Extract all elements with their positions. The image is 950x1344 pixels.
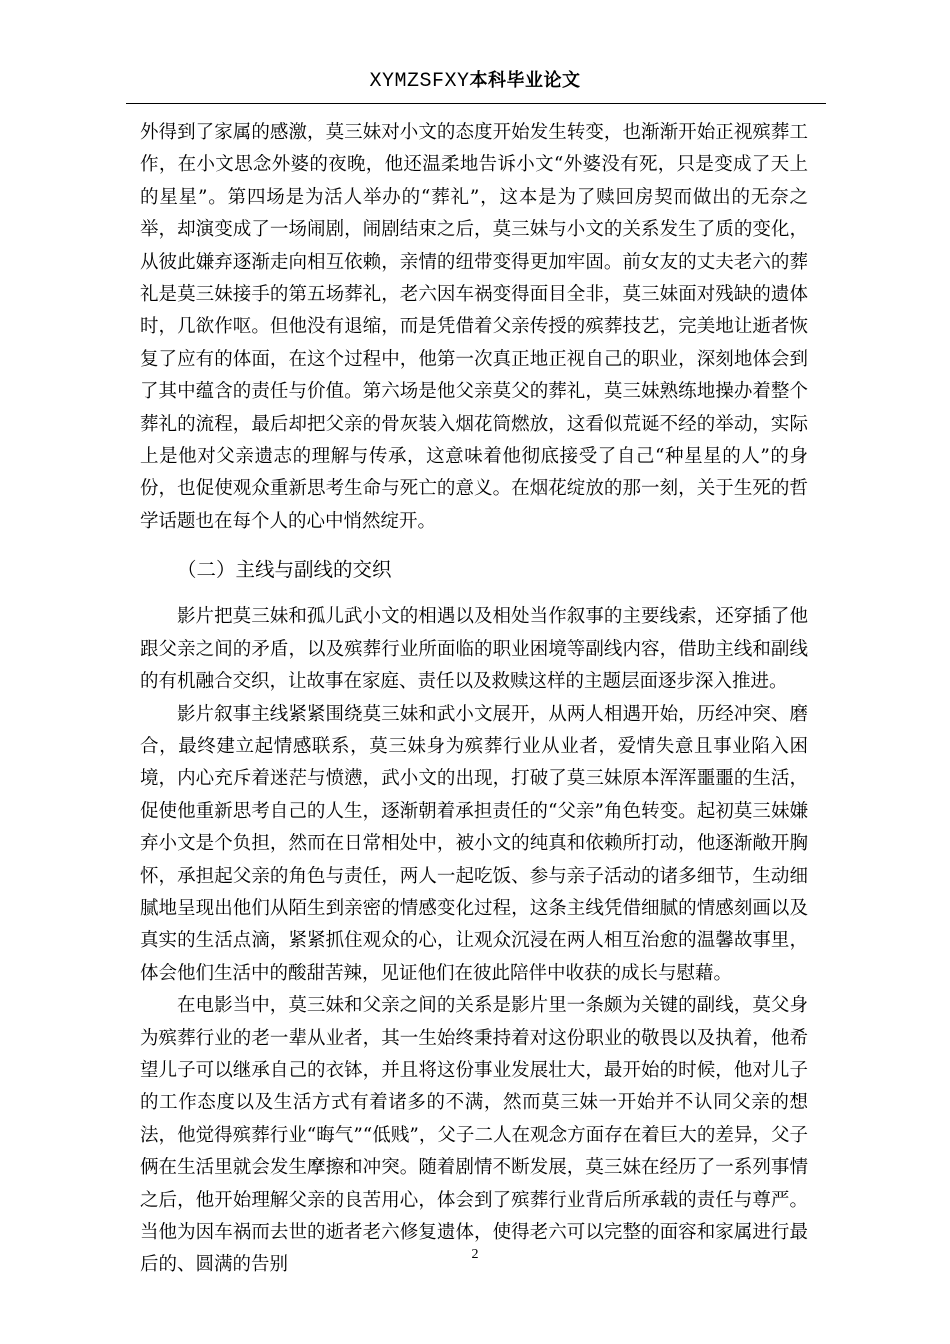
paragraph: 影片把莫三妹和孤儿武小文的相遇以及相处当作叙事的主要线索，还穿插了他跟父亲之间的矛盾，以及殡葬行业所面临的职业困境等副线内容，借助主线和副线的有机融合交织，让故事在家庭、责任以及救赎这样的主题层面逐步深入推进。 (140, 606, 808, 693)
paragraph: 影片叙事主线紧紧围绕莫三妹和武小文展开，从两人相遇开始，历经冲突、磨合，最终建立起情感联系，莫三妹身为殡葬行业从业者，爱情失意且事业陷入困境，内心充斥着迷茫与愤懑，武小文的出现，打破了莫三妹原本浑浑噩噩的生活，促使他重新思考自己的人生，逐渐朝着承担责任的“父亲”角色转变。起初莫三妹嫌弃小文是个负担，然而在日常相处中，被小文的纯真和依赖所打动，他逐渐敞开胸怀，承担起父亲的角色与责任，两人一起吃饭、参与亲子活动的诸多细节，生动细腻地呈现出他们从陌生到亲密的情感变化过程，这条主线凭借细腻的情感刻画以及真实的生活点滴，紧紧抓住观众的心，让观众沉浸在两人相互治愈的温馨故事里，体会他们生活中的酸甜苦辣，见证他们在彼此陪伴中收获的成长与慰藉。 (140, 703, 808, 984)
header-title: 本科毕业论文 (469, 70, 581, 91)
header-code: XYMZSFXY (369, 70, 470, 93)
page-number: 2 (471, 1247, 479, 1262)
page-header (0, 66, 950, 93)
paragraph-continued: 外得到了家属的感激，莫三妹对小文的态度开始发生转变，也渐渐开始正视殡葬工作，在小文思念外婆的夜晚，他还温柔地告诉小文“外婆没有死，只是变成了天上的星星”。第四场是为活人举办的“葬礼”，这本是为了赎回房契而做出的无奈之举，却演变成了一场闹剧，闹剧结束之后，莫三妹与小文的关系发生了质的变化，从彼此嫌弃逐渐走向相互依赖，亲情的纽带变得更加牢固。前女友的丈夫老六的葬礼是莫三妹接手的第五场葬礼，老六因车祸变得面目全非，莫三妹面对残缺的遗体时，几欲作呕。但他没有退缩，而是凭借着父亲传授的殡葬技艺，完美地让逝者恢复了应有的体面，在这个过程中，他第一次真正地正视自己的职业，深刻地体会到了其中蕴含的责任与价值。第六场是他父亲莫父的葬礼，莫三妹熟练地操办着整个葬礼的流程，最后却把父亲的骨灰装入烟花筒燃放，这看似荒诞不经的举动，实际上是他对父亲遗志的理解与传承，这意味着他彻底接受了自己“种星星的人”的身份，也促使观众重新思考生命与死亡的意义。在烟花绽放的那一刻，关于生死的哲学话题也在每个人的心中悄然绽开。 (140, 122, 808, 532)
document-body (140, 117, 808, 1282)
header-divider (126, 103, 826, 104)
paragraph: 在电影当中，莫三妹和父亲之间的关系是影片里一条颇为关键的副线，莫父身为殡葬行业的老一辈从业者，其一生始终秉持着对这份职业的敬畏以及执着，他希望儿子可以继承自己的衣钵，并且将这份事业发展壮大，最开始的时候，他对儿子的工作态度以及生活方式有着诸多的不满，然而莫三妹一开始并不认同父亲的想法，他觉得殡葬行业“晦气”“低贱”，父子二人在观念方面存在着巨大的差异，父子俩在生活里就会发生摩擦和冲突。随着剧情不断发展，莫三妹在经历了一系列事情之后，他开始理解父亲的良苦用心，体会到了殡葬行业背后所承载的责任与尊严。当他为因车祸而去世的逝者老六修复遗体，使得老六可以完整的面容和家属进行最后的、圆满的告别 (140, 995, 808, 1276)
section-heading: （二）主线与副线的交织 (177, 558, 392, 582)
